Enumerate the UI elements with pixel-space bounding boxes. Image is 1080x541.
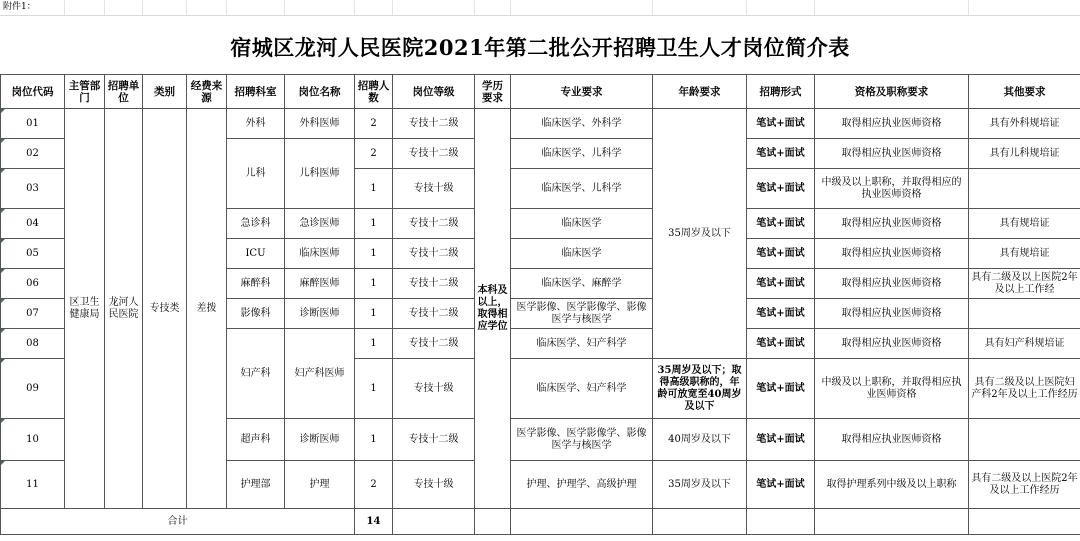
other-cell [969,299,1080,329]
empty-cell [393,509,475,535]
category-cell: 专技类 [143,109,187,509]
level-cell: 专技十级 [393,169,475,209]
count-cell: 1 [355,239,393,269]
dept-cell: ICU [227,239,285,269]
header-cell: 岗位等级 [393,75,475,109]
other-cell: 具有规培证 [969,239,1080,269]
post-cell: 外科医师 [285,109,355,139]
education-cell: 本科及以上，取得相应学位 [475,109,511,509]
other-cell [969,419,1080,461]
post-cell: 急诊医师 [285,209,355,239]
post-cell: 临床医师 [285,239,355,269]
form-cell: 笔试+面试 [747,359,815,419]
form-cell: 笔试+面试 [747,209,815,239]
form-cell: 笔试+面试 [747,269,815,299]
empty-cell [653,509,747,535]
header-cell: 招聘人数 [355,75,393,109]
major-cell: 医学影像、医学影像学、影像医学与核医学 [511,419,653,461]
empty-cell [969,509,1080,535]
header-cell: 专业要求 [511,75,653,109]
position-code: 03 [1,169,65,209]
other-cell: 具有二级及以上医院2年及以上工作经历 [969,461,1080,509]
other-cell: 具有二级及以上医院妇产科2年及以上工作经历 [969,359,1080,419]
major-cell: 临床医学、麻醉学 [511,269,653,299]
level-cell: 专技十二级 [393,329,475,359]
form-cell: 笔试+面试 [747,239,815,269]
form-cell: 笔试+面试 [747,299,815,329]
count-cell: 1 [355,299,393,329]
qual-cell: 中级及以上职称，并取得相应执业医师资格 [815,359,969,419]
dept-cell: 妇产科 [227,329,285,419]
qual-cell: 取得相应执业医师资格 [815,139,969,169]
count-cell: 2 [355,139,393,169]
major-cell: 临床医学、妇产科学 [511,359,653,419]
empty-cell [511,509,653,535]
count-cell: 1 [355,419,393,461]
dept-cell: 麻醉科 [227,269,285,299]
position-code: 09 [1,359,65,419]
header-cell: 学历要求 [475,75,511,109]
qual-cell: 取得相应执业医师资格 [815,419,969,461]
position-code: 01 [1,109,65,139]
funding-cell: 差拨 [187,109,227,509]
position-code: 06 [1,269,65,299]
header-cell: 类别 [143,75,187,109]
post-cell: 诊断医师 [285,299,355,329]
spreadsheet-header-row [0,0,1080,16]
level-cell: 专技十二级 [393,139,475,169]
page-title: 宿城区龙河人民医院2021年第二批公开招聘卫生人才岗位简介表 [230,35,850,60]
header-cell: 其他要求 [969,75,1080,109]
level-cell: 专技十级 [393,461,475,509]
qual-cell: 取得相应执业医师资格 [815,299,969,329]
total-row [1,509,1080,535]
qual-cell: 中级及以上职称，并取得相应的执业医师资格 [815,169,969,209]
positions-table [0,74,1080,535]
header-cell: 岗位名称 [285,75,355,109]
count-cell: 1 [355,269,393,299]
other-cell: 具有规培证 [969,209,1080,239]
major-cell: 医学影像、医学影像学、影像医学与核医学 [511,299,653,329]
major-cell: 临床医学 [511,239,653,269]
major-cell: 临床医学 [511,209,653,239]
header-cell: 资格及职称要求 [815,75,969,109]
major-cell: 临床医学、儿科学 [511,169,653,209]
form-cell: 笔试+面试 [747,169,815,209]
count-cell: 2 [355,109,393,139]
empty-cell [815,509,969,535]
empty-cell [747,509,815,535]
qual-cell: 取得相应执业医师资格 [815,329,969,359]
position-code: 11 [1,461,65,509]
position-code: 04 [1,209,65,239]
header-cell: 招聘形式 [747,75,815,109]
annex-label: 附件1： [3,2,36,12]
level-cell: 专技十二级 [393,239,475,269]
qual-cell: 取得相应执业医师资格 [815,239,969,269]
post-cell: 妇产科医师 [285,329,355,419]
position-code: 05 [1,239,65,269]
qual-cell: 取得相应执业医师资格 [815,209,969,239]
header-cell: 招聘单位 [105,75,143,109]
qual-cell: 取得相应执业医师资格 [815,109,969,139]
other-cell: 具有妇产科规培证 [969,329,1080,359]
level-cell: 专技十二级 [393,419,475,461]
empty-cell [475,509,511,535]
dept-cell: 护理部 [227,461,285,509]
count-cell: 1 [355,329,393,359]
dept-cell: 超声科 [227,419,285,461]
dept-cell: 儿科 [227,139,285,209]
post-cell: 麻醉医师 [285,269,355,299]
level-cell: 专技十二级 [393,299,475,329]
dept-cell: 影像科 [227,299,285,329]
form-cell: 笔试+面试 [747,329,815,359]
unit-cell: 龙河人民医院 [105,109,143,509]
count-cell: 2 [355,461,393,509]
form-cell: 笔试+面试 [747,461,815,509]
header-cell: 主管部门 [65,75,105,109]
age-cell: 35周岁及以下；取得高级职称的，年龄可放宽至40周岁及以下 [653,359,747,419]
dept-cell: 急诊科 [227,209,285,239]
age-cell: 40周岁及以下 [653,419,747,461]
qual-cell: 取得相应执业医师资格 [815,269,969,299]
major-cell: 护理、护理学、高级护理 [511,461,653,509]
form-cell: 笔试+面试 [747,419,815,461]
form-cell: 笔试+面试 [747,109,815,139]
annex-header [0,0,1080,16]
other-cell: 具有儿科规培证 [969,139,1080,169]
post-cell: 诊断医师 [285,419,355,461]
header-row [1,75,1080,109]
header-cell: 年龄要求 [653,75,747,109]
position-code: 02 [1,139,65,169]
header-cell: 岗位代码 [1,75,65,109]
age-cell: 35周岁及以下 [653,109,747,359]
level-cell: 专技十二级 [393,269,475,299]
header-cell: 经费来源 [187,75,227,109]
total-count: 14 [355,509,393,535]
position-code: 10 [1,419,65,461]
level-cell: 专技十二级 [393,209,475,239]
age-cell: 35周岁及以下 [653,461,747,509]
department-cell: 区卫生健康局 [65,109,105,509]
form-cell: 笔试+面试 [747,139,815,169]
header-cell: 招聘科室 [227,75,285,109]
count-cell: 1 [355,359,393,419]
major-cell: 临床医学、外科学 [511,109,653,139]
major-cell: 临床医学、儿科学 [511,139,653,169]
level-cell: 专技十级 [393,359,475,419]
count-cell: 1 [355,169,393,209]
post-cell: 儿科医师 [285,139,355,209]
other-cell [969,169,1080,209]
level-cell: 专技十二级 [393,109,475,139]
table-row [1,109,1080,139]
position-code: 08 [1,329,65,359]
qual-cell: 取得护理系列中级及以上职称 [815,461,969,509]
total-label: 合计 [1,509,355,535]
position-code: 07 [1,299,65,329]
post-cell: 护理 [285,461,355,509]
major-cell: 临床医学、妇产科学 [511,329,653,359]
other-cell: 具有外科规培证 [969,109,1080,139]
other-cell: 具有二级及以上医院2年及以上工作经 [969,269,1080,299]
count-cell: 1 [355,209,393,239]
dept-cell: 外科 [227,109,285,139]
